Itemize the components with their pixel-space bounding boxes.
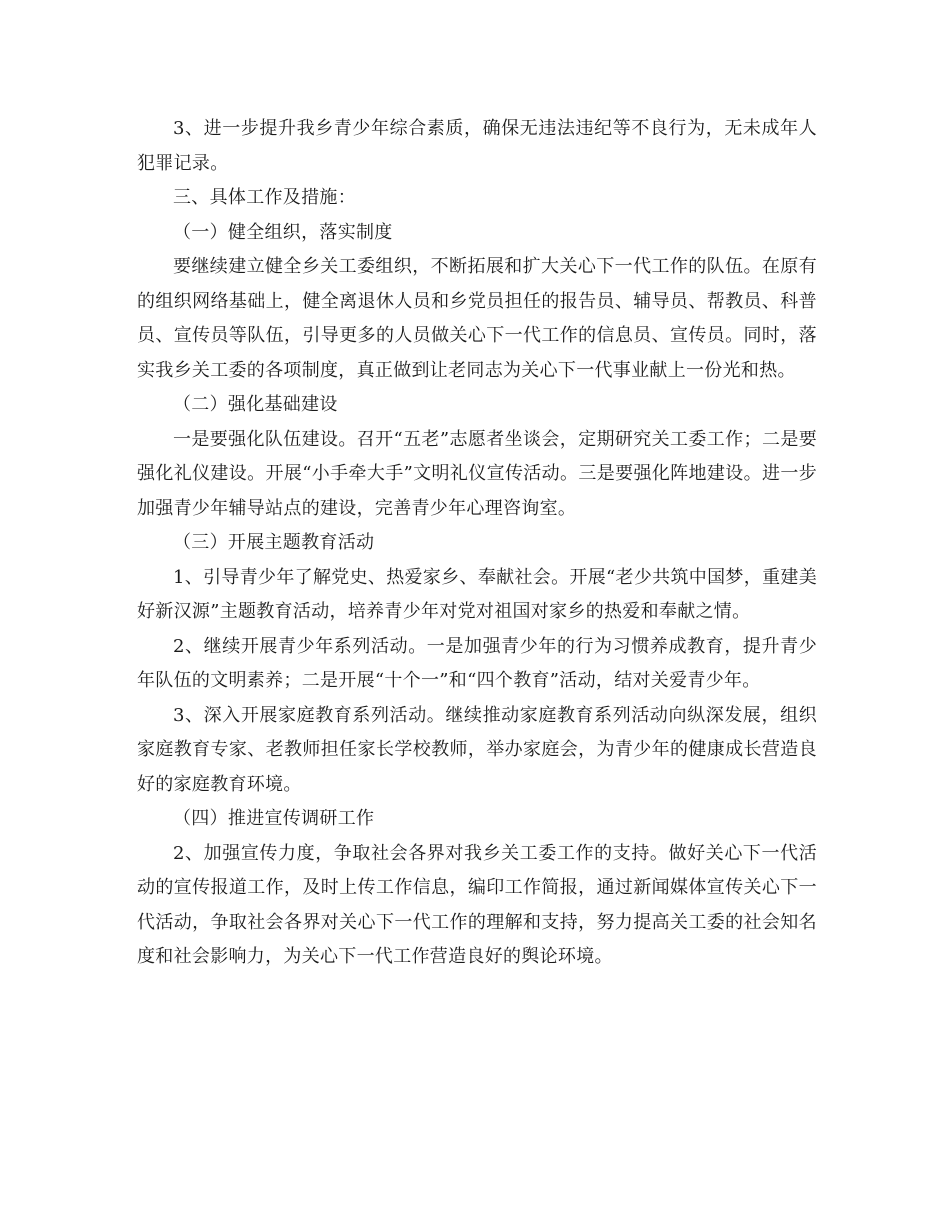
subsection-1-paragraph: 要继续建立健全乡关工委组织，不断拓展和扩大关心下一代工作的队伍。在原有的组织网络基础上，健全离退休人员和乡党员担任的报告员、辅导员、帮教员、科普员、宣传员等队伍，引导更多的人员做关心下一代工作的信息员、宣传员。同时，落实我乡关工委的各项制度，真正做到让老同志为关心下一代事业献上一份光和热。 [137,256,817,381]
activity-2-paragraph: 2、继续开展青少年系列活动。一是加强青少年的行为习惯养成教育，提升青少年队伍的文明素养；二是开展“十个一”和“四个教育”活动，结对关爱青少年。 [137,635,817,691]
section-3-heading: 三、具体工作及措施： [173,187,356,208]
activity-3-paragraph: 3、深入开展家庭教育系列活动。继续推动家庭教育系列活动向纵深发展，组织家庭教育专家、老教师担任家长学校教师，举办家庭会，为青少年的健康成长营造良好的家庭教育环境。 [137,704,817,795]
activity-1-paragraph: 1、引导青少年了解党史、热爱家乡、奉献社会。开展“老少共筑中国梦，重建美好新汉源”主题教育活动，培养青少年对党对祖国对家乡的热爱和奉献之情。 [137,566,817,622]
subsection-2-heading: （二）强化基础建设 [173,394,338,415]
document-body [137,112,817,975]
goal-3-paragraph: 3、进一步提升我乡青少年综合素质，确保无违法违纪等不良行为，无未成年人犯罪记录。 [137,118,817,174]
subsection-2-paragraph: 一是要强化队伍建设。召开“五老”志愿者坐谈会，定期研究关工委工作；二是要强化礼仪建设。开展“小手牵大手”文明礼仪宣传活动。三是要强化阵地建设。进一步加强青少年辅导站点的建设，完善青少年心理咨询室。 [137,428,817,519]
publicity-paragraph: 2、加强宣传力度，争取社会各界对我乡关工委工作的支持。做好关心下一代活动的宣传报道工作，及时上传工作信息，编印工作简报，通过新闻媒体宣传关心下一代活动，争取社会各界对关心下一代工作的理解和支持，努力提高关工委的社会知名度和社会影响力，为关心下一代工作营造良好的舆论环境。 [137,842,817,967]
subsection-4-heading: （四）推进宣传调研工作 [173,808,375,829]
subsection-3-heading: （三）开展主题教育活动 [173,532,375,553]
subsection-1-heading: （一）健全组织，落实制度 [173,221,393,243]
